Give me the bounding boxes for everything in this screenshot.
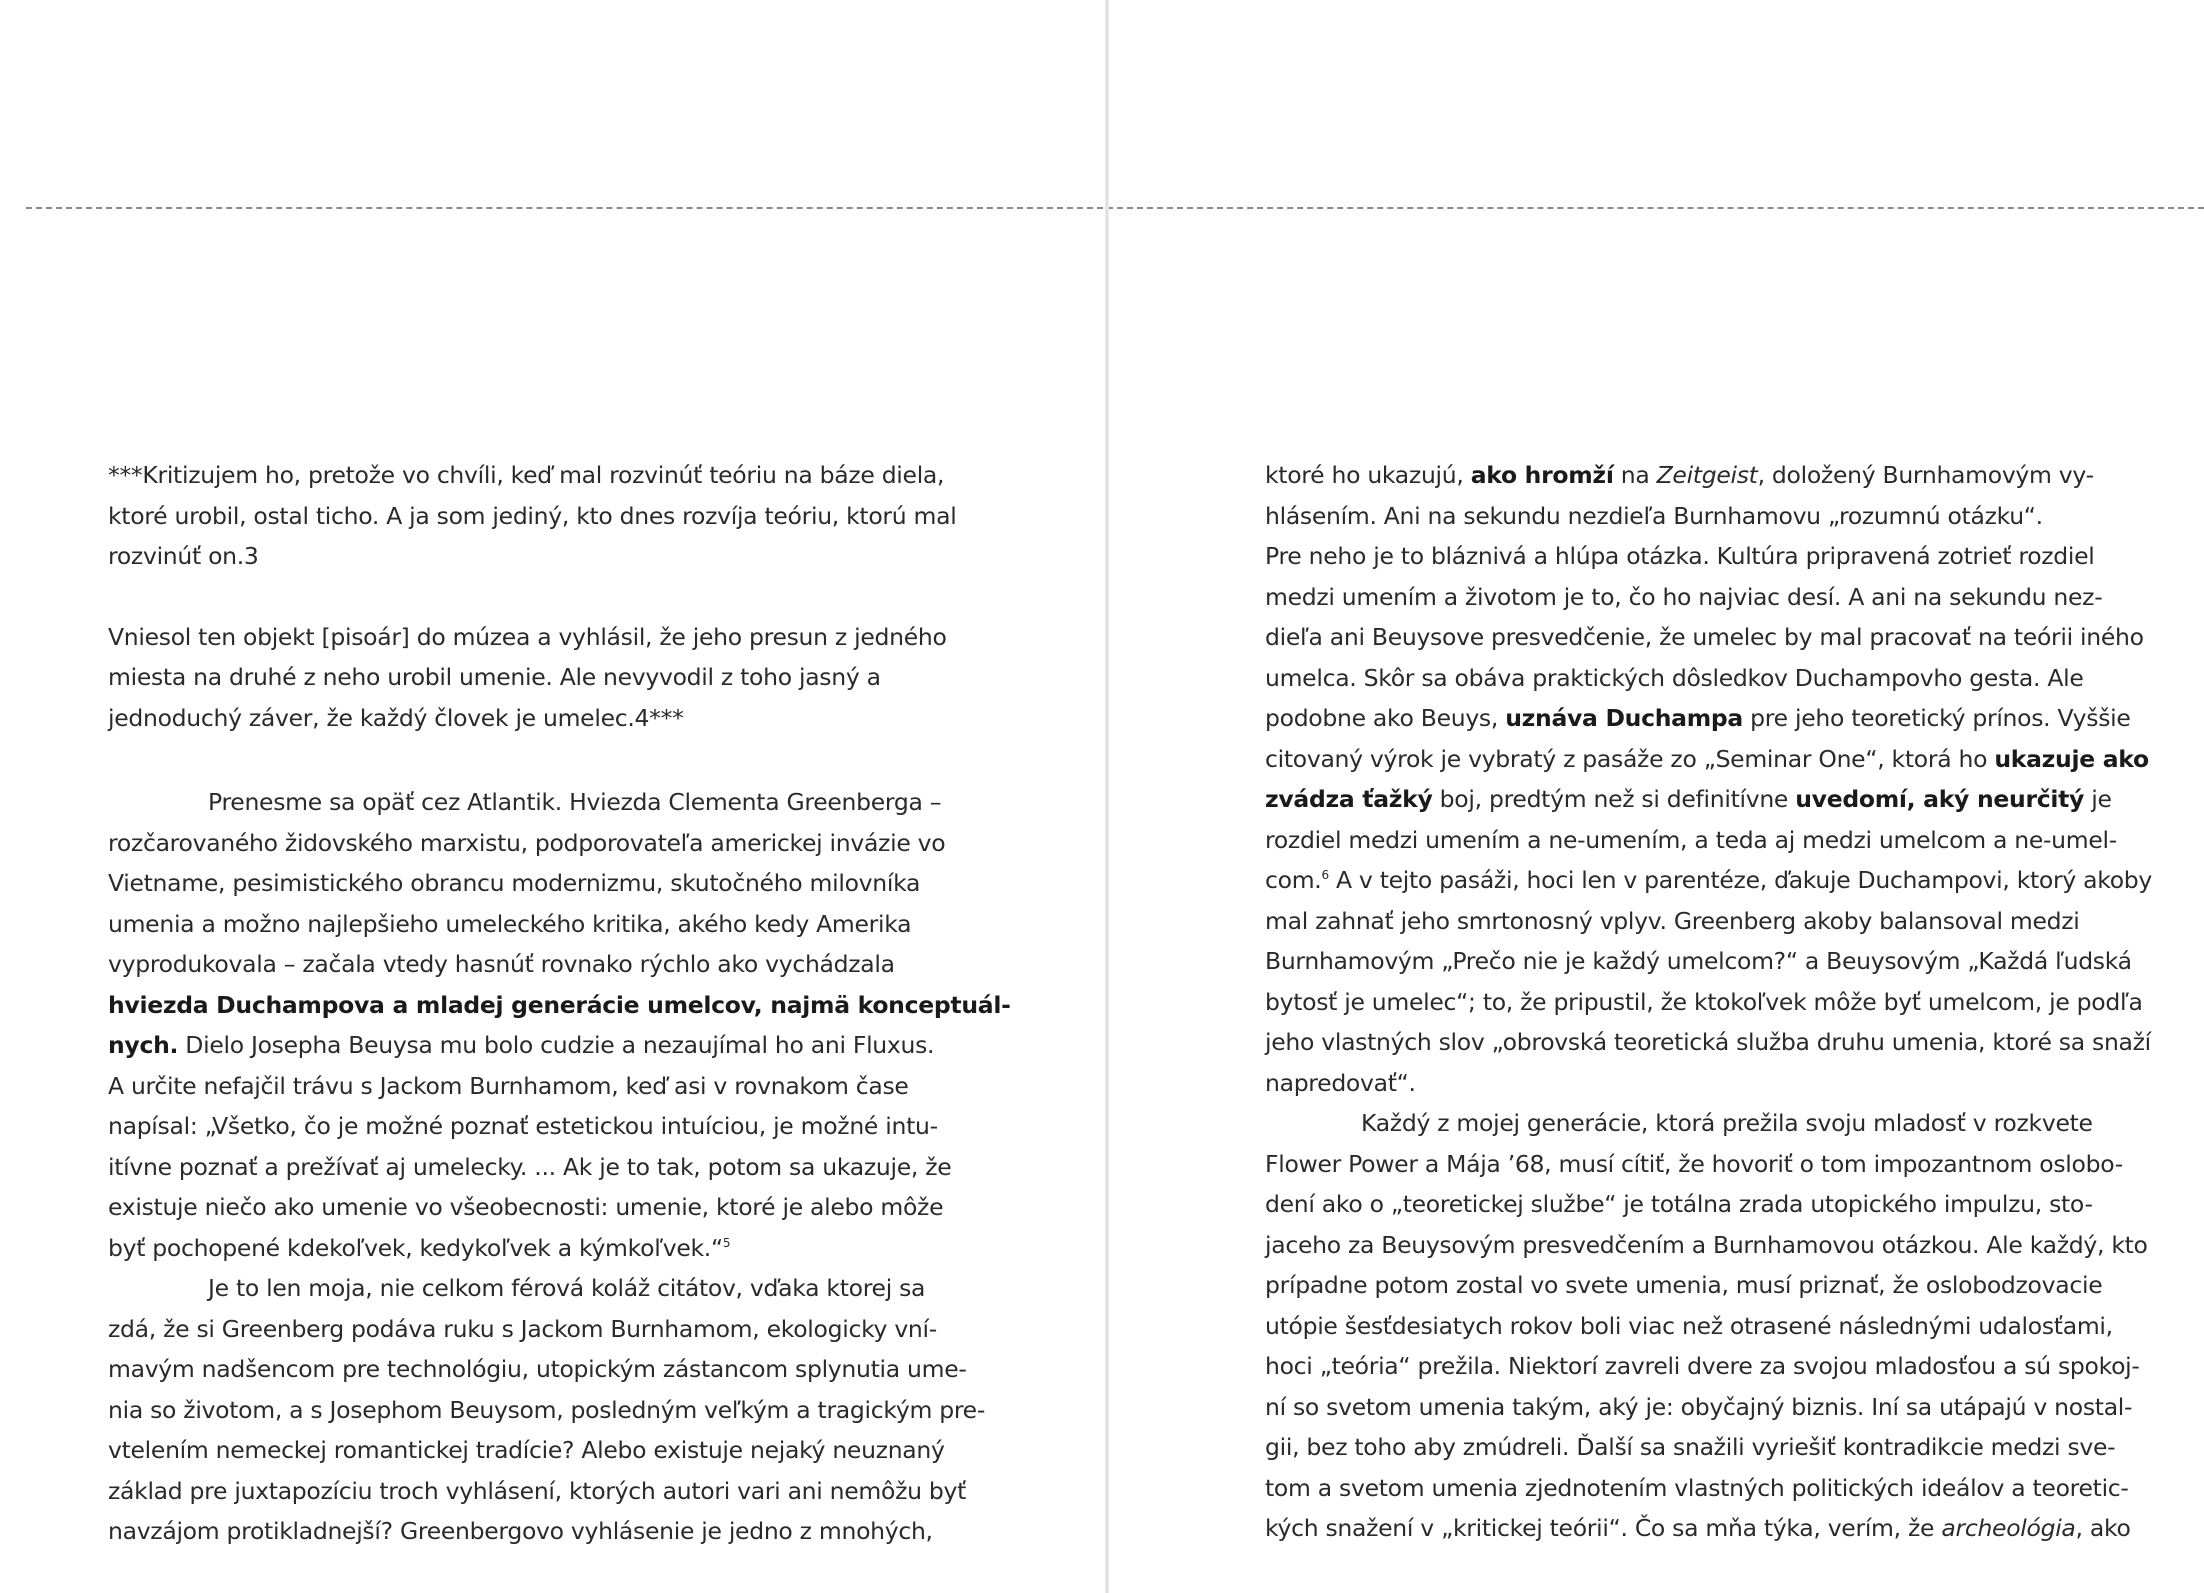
text-span: byť pochopené kdekoľvek, kedykoľvek a kýmkoľvek.“ <box>108 1233 723 1262</box>
bold-emphasis: ako hromží <box>1470 461 1614 489</box>
text-line: bytosť je umelec“; to, že pripustil, že ktokoľvek môže byť umelcom, je podľa <box>1265 987 2143 1016</box>
text-line: dieľa ani Beuysove presvedčenie, že umelec by mal pracovať na teórii iného <box>1265 623 2144 651</box>
footnote-marker: 5 <box>722 1235 731 1250</box>
text-span: kých snažení v „kritickej teórii“. Čo sa mňa týka, verím, že <box>1265 1514 1942 1542</box>
text-span: boj, predtým než si definitívne <box>1432 785 1796 813</box>
text-line: Každý z mojej generácie, ktorá prežila svoju mladosť v rozkvete <box>1361 1109 2093 1137</box>
text-line: Burnhamovým „Prečo nie je každý umelcom?“ a Beuysovým „Každá ľudská <box>1265 947 2132 975</box>
text-line: jeho vlastných slov „obrovská teoretická služba druhu umenia, ktoré sa snaží <box>1265 1028 2151 1056</box>
text-line: Vietname, pesimistického obrancu modernizmu, skutočného milovníka <box>108 869 921 897</box>
italic-term: Zeitgeist <box>1656 461 1758 489</box>
text-line: navzájom protikladnejší? Greenbergovo vyhlásenie je jedno z mnohých, <box>108 1517 933 1545</box>
left-text-column <box>108 455 1011 1552</box>
text-line: tom a svetom umenia zjednotením vlastných politických ideálov a teoretic- <box>1265 1473 2129 1502</box>
text-line: dení ako o „teoretickej službe“ je totálna zrada utopického impulzu, sto- <box>1265 1190 2093 1218</box>
book-gutter <box>1105 0 1109 1593</box>
text-line: ní so svetom umenia takým, aký je: obyčajný biznis. Iní sa utápajú v nostal- <box>1265 1392 2133 1421</box>
text-span: podobne ako Beuys, <box>1265 704 1506 732</box>
text-line <box>1265 1508 2190 1549</box>
right-text-column <box>1265 455 2190 1549</box>
text-line <box>1265 779 2190 820</box>
text-line: vtelením nemeckej romantickej tradície? Alebo existuje nejaký neuznaný <box>108 1436 945 1464</box>
text-line: Vniesol ten objekt [pisoár] do múzea a vyhlásil, že jeho presun z jedného <box>108 622 947 651</box>
text-line: napredovať“. <box>1265 1068 1416 1097</box>
text-line: zdá, že si Greenberg podáva ruku s Jackom Burnhamom, ekologicky vní- <box>108 1314 937 1343</box>
text-line: A určite nefajčil trávu s Jackom Burnhamom, keď asi v rovnakom čase <box>108 1071 909 1100</box>
text-line: Flower Power a Mája ’68, musí cítiť, že hovoriť o tom impozantnom oslobo- <box>1265 1149 2123 1178</box>
text-line: rozdiel medzi umením a ne-umením, a teda aj medzi umelcom a ne-umel- <box>1265 825 2117 854</box>
text-line: umenia a možno najlepšieho umeleckého kritika, akého kedy Amerika <box>108 909 912 938</box>
bold-emphasis: hviezda Duchampova a mladej generácie umelcov, najmä konceptuál- <box>108 990 1011 1019</box>
text-line: miesta na druhé z neho urobil umenie. Ale nevyvodil z toho jasný a <box>108 663 881 691</box>
text-line: Pre neho je to bláznivá a hlúpa otázka. Kultúra pripravená zotrieť rozdiel <box>1265 542 2095 570</box>
text-line: hoci „teória“ prežila. Niektorí zavreli dvere za svojou mladosťou a sú spokoj- <box>1265 1352 2140 1380</box>
text-span: , doložený Burnhamovým vy- <box>1757 461 2094 489</box>
text-line <box>108 1025 935 1066</box>
italic-term: archeológia <box>1941 1514 2076 1542</box>
text-span: je <box>2084 785 2112 813</box>
text-line: ***Kritizujem ho, pretože vo chvíli, keď mal rozvinúť teóriu na báze diela, <box>108 461 945 489</box>
text-span: pre jeho teoretický prínos. Vyššie <box>1743 704 2131 732</box>
bold-emphasis: zvádza ťažký <box>1265 785 1433 813</box>
text-line <box>1265 698 2190 739</box>
text-line: prípadne potom zostal vo svete umenia, musí priznať, že oslobodzovacie <box>1265 1271 2103 1299</box>
text-line <box>108 1228 908 1269</box>
bold-emphasis: uvedomí, aký neurčitý <box>1795 785 2085 813</box>
body-paragraph-zeitgeist <box>1265 455 2190 1103</box>
text-line: napísal: „Všetko, čo je možné poznať estetickou intuíciou, je možné intu- <box>108 1112 938 1140</box>
text-line <box>108 985 1011 1026</box>
text-span: citovaný výrok je vybratý z pasáže zo „Seminar One“, ktorá ho <box>1265 744 1995 773</box>
text-line: nia so životom, a s Josephom Beuysom, posledným veľkým a tragickým pre- <box>108 1395 986 1424</box>
right-page <box>1110 0 2204 1593</box>
text-line: Prenesme sa opäť cez Atlantik. Hviezda Clementa Greenberga – <box>208 788 942 816</box>
text-line: umelca. Skôr sa obáva praktických dôsledkov Duchampovho gesta. Ale <box>1265 663 2084 692</box>
text-line <box>1265 739 2190 780</box>
body-paragraph-generation <box>1265 1103 2190 1549</box>
text-line: itívne poznať a prežívať aj umelecky. ... Ak je to tak, potom sa ukazuje, že <box>108 1152 952 1181</box>
text-span: na <box>1613 461 1657 489</box>
text-line: existuje niečo ako umenie vo všeobecnosti: umenie, ktoré je alebo môže <box>108 1193 944 1221</box>
footnote-marker: 6 <box>1321 868 1329 883</box>
bold-emphasis: nych. <box>108 1031 179 1059</box>
text-line <box>1265 455 2190 496</box>
text-line: hlásením. Ani na sekundu nezdieľa Burnhamovu „rozumnú otázku“. <box>1265 501 2043 530</box>
text-line: vyprodukovala – začala vtedy hasnúť rovnako rýchlo ako vychádzala <box>108 950 895 978</box>
body-paragraph-collage <box>108 1268 986 1552</box>
body-paragraph-greenberg <box>108 782 1011 1268</box>
quote-paragraph-2 <box>108 617 947 739</box>
text-line: medzi umením a životom je to, čo ho najviac desí. A ani na sekundu nez- <box>1265 582 2103 611</box>
text-line: jaceho za Beuysovým presvedčením a Burnhamovou otázkou. Ale každý, kto <box>1265 1230 2148 1259</box>
text-span: com. <box>1265 866 1322 894</box>
text-line: základ pre juxtapozíciu troch vyhlásení, ktorých autori vari ani nemôžu byť <box>108 1476 967 1505</box>
text-line: mavým nadšencom pre technológiu, utopickým zástancom splynutia ume- <box>108 1355 967 1383</box>
bold-emphasis: ukazuje ako <box>1994 744 2149 773</box>
text-line: utópie šesťdesiatych rokov boli viac než otrasené následnými udalosťami, <box>1265 1311 2113 1340</box>
text-line: rozčarovaného židovského marxistu, podporovateľa americkej invázie vo <box>108 828 946 857</box>
bold-emphasis: uznáva Duchampa <box>1505 704 1743 732</box>
quote-paragraph-1 <box>108 455 957 577</box>
text-line: ktoré urobil, ostal ticho. A ja som jediný, kto dnes rozvíja teóriu, ktorú mal <box>108 501 957 530</box>
text-line <box>1265 860 2190 901</box>
text-line: rozvinúť on.3 <box>108 542 259 570</box>
text-line: gii, bez toho aby zmúdreli. Ďalší sa snažili vyriešiť kontradikcie medzi sve- <box>1265 1433 2116 1461</box>
text-span: Dielo Josepha Beuysa mu bolo cudzie a nezaujímal ho ani Fluxus. <box>178 1031 935 1059</box>
text-span: , ako <box>2075 1514 2131 1542</box>
text-span: A v tejto pasáži, hoci len v parentéze, ďakuje Duchampovi, ktorý akoby <box>1328 866 2153 894</box>
text-line: jednoduchý záver, že každý človek je umelec.4*** <box>108 703 684 732</box>
text-span: ktoré ho ukazujú, <box>1265 461 1471 489</box>
text-line: Je to len moja, nie celkom férová koláž citátov, vďaka ktorej sa <box>208 1274 926 1302</box>
text-line: mal zahnať jeho smrtonosný vplyv. Greenberg akoby balansoval medzi <box>1265 906 2080 935</box>
